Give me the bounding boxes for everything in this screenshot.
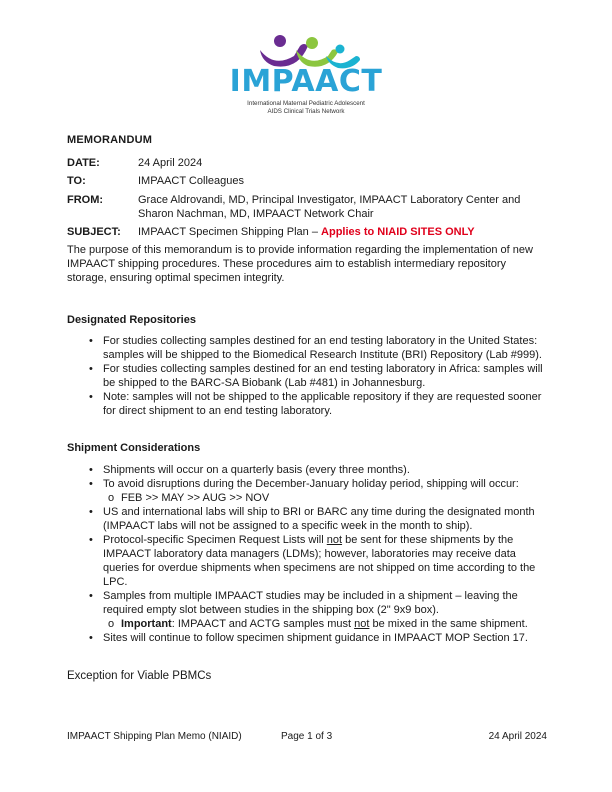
intro-paragraph: The purpose of this memorandum is to provide information regarding the implementation of new IMPAACT shipping procedures. These procedures aim to establish intermediary repository storage, ensuring optimal specimen integrity. xyxy=(67,244,533,284)
exception-heading: Exception for Viable PBMCs xyxy=(67,670,212,682)
list-item xyxy=(67,631,547,645)
list-item-text: be mixed in the same shipment. xyxy=(369,618,528,630)
footer-page-number: Page 1 of 3 xyxy=(281,731,333,742)
bullet-icon: • xyxy=(89,506,93,518)
bullet-icon: • xyxy=(89,335,93,347)
bullet-icon: • xyxy=(89,478,93,490)
list-item-text: be sent for these shipments by the IMPAACT laboratory data managers (LDMs); however, laboratories may receive data queries for overdue shipments when specimens are not shipped on time according to the LPC. xyxy=(103,534,536,588)
emphasis-not: not xyxy=(354,618,370,630)
list-item xyxy=(67,533,547,589)
memo-title: MEMORANDUM xyxy=(67,134,153,146)
list-item-text: To avoid disruptions during the December-January holiday period, shipping will occur: xyxy=(103,478,519,490)
shipment-considerations-heading: Shipment Considerations xyxy=(67,442,201,454)
subject-highlight: Applies to NIAID SITES ONLY xyxy=(321,226,475,238)
sub-bullet-icon: o xyxy=(108,492,115,504)
sub-list-item xyxy=(67,617,547,631)
list-item xyxy=(67,463,547,477)
list-item-text: Note: samples will not be shipped to the applicable repository if they are requested sooner for direct shipment to an end testing laboratory. xyxy=(103,391,542,417)
shipment-considerations-list xyxy=(67,463,547,645)
list-item-text: FEB >> MAY >> AUG >> NOV xyxy=(121,492,270,504)
list-item-text: Protocol-specific Specimen Request Lists will xyxy=(103,534,327,546)
designated-repositories-list xyxy=(67,334,547,418)
list-item xyxy=(67,390,547,418)
from-value-line1: Grace Aldrovandi, MD, Principal Investigator, IMPAACT Laboratory Center and xyxy=(138,194,521,206)
footer-doc-title: IMPAACT Shipping Plan Memo (NIAID) xyxy=(67,731,242,742)
sub-bullet-icon: o xyxy=(108,618,115,630)
logo-wordmark: IMPAACT xyxy=(229,64,383,99)
important-label: Important xyxy=(121,618,172,630)
bullet-icon: • xyxy=(89,464,93,476)
sub-list-item xyxy=(67,491,547,505)
footer-date: 24 April 2024 xyxy=(488,731,547,742)
from-label: FROM: xyxy=(67,194,104,206)
logo-subtitle-1: International Maternal Pediatric Adolescent xyxy=(247,100,365,107)
subject-label: SUBJECT: xyxy=(67,226,121,238)
bullet-icon: • xyxy=(89,632,93,644)
list-item-text: For studies collecting samples destined for an end testing laboratory in Africa: samples will be shipped to the BARC-SA Biobank (Lab #481) in Johannesburg. xyxy=(103,363,543,389)
list-item-text: For studies collecting samples destined for an end testing laboratory in the United States: samples will be shipped to the Biomedical Research Institute (BRI) Repository (Lab #999). xyxy=(103,335,542,361)
list-item-text: US and international labs will ship to BRI or BARC any time during the designated month (IMPAACT labs will not be assigned to a specific week in the month to ship). xyxy=(103,506,535,532)
from-value-line2: Sharon Nachman, MD, IMPAACT Network Chair xyxy=(138,208,374,220)
to-label: TO: xyxy=(67,175,86,187)
list-item xyxy=(67,362,547,390)
subject-value xyxy=(138,225,548,239)
list-item-text: : IMPAACT and ACTG samples must xyxy=(171,618,355,630)
subject-text: IMPAACT Specimen Shipping Plan – xyxy=(138,226,322,238)
date-label: DATE: xyxy=(67,157,100,169)
impaact-logo xyxy=(226,30,386,128)
list-item xyxy=(67,589,547,617)
emphasis-not: not xyxy=(326,534,343,546)
to-value: IMPAACT Colleagues xyxy=(138,175,244,187)
bullet-icon: • xyxy=(89,391,93,403)
bullet-icon: • xyxy=(89,590,93,602)
bullet-icon: • xyxy=(89,534,93,546)
logo-subtitle-2: AIDS Clinical Trials Network xyxy=(267,108,345,115)
list-item-text: Shipments will occur on a quarterly basis (every three months). xyxy=(103,464,410,476)
list-item xyxy=(67,505,547,533)
date-value: 24 April 2024 xyxy=(138,157,203,169)
list-item xyxy=(67,334,547,362)
list-item-text: Sites will continue to follow specimen shipment guidance in IMPAACT MOP Section 17. xyxy=(103,632,528,644)
list-item-text: Samples from multiple IMPAACT studies may be included in a shipment – leaving the required empty slot between studies in the shipping box (2" 9x9 box). xyxy=(103,590,518,616)
list-item xyxy=(67,477,547,491)
designated-repositories-heading: Designated Repositories xyxy=(67,314,196,326)
bullet-icon: • xyxy=(89,363,93,375)
